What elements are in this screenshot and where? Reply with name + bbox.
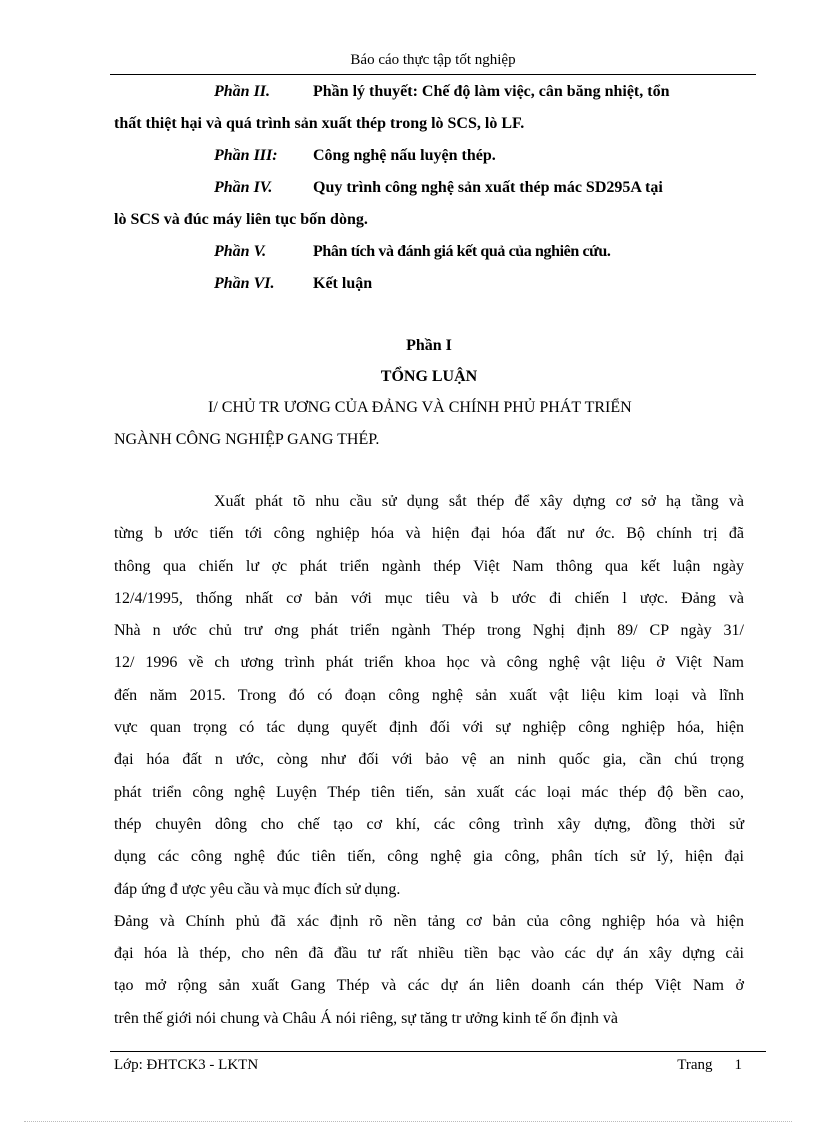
paragraph-line: phát triển công nghệ Luyện Thép tiên tiến, sản xuất các loại mác thép độ bền cao, bbox=[114, 783, 744, 801]
toc-title: Phần lý thuyết: Chế độ làm việc, cân băng nhiệt, tổn bbox=[313, 83, 670, 100]
toc-continuation: lò SCS và đúc máy liên tục bốn dòng. bbox=[114, 211, 368, 228]
paragraph-line: đại hóa là thép, cho nên đã đầu tư rất nhiều tiền bạc vào các dự án xây dựng cải bbox=[114, 945, 744, 963]
part-title: TỔNG LUẬN bbox=[380, 368, 478, 385]
toc-continuation: thất thiệt hại và quá trình sản xuất thép trong lò SCS, lò LF. bbox=[114, 115, 525, 132]
toc-label: Phần II. bbox=[214, 83, 271, 100]
footer-page-number: 1 bbox=[734, 1057, 742, 1073]
toc-entry-part-4 bbox=[114, 172, 744, 204]
paragraph-line: đại hóa đất n ước, còng như đối với bảo vệ an ninh quốc gia, cần chú trọng bbox=[114, 751, 744, 769]
toc-title: Quy trình công nghệ sản xuất thép mác SD295A tại bbox=[313, 179, 663, 196]
spacer bbox=[114, 300, 744, 330]
footer-rule bbox=[110, 1051, 766, 1052]
paragraph-line: tạo mở rộng sản xuất Gang Thép và các dự án liên doanh cán thép Việt Nam ở bbox=[114, 977, 744, 995]
footer-page-label: Trang bbox=[677, 1057, 713, 1073]
paragraph-line: vực quan trọng có tác dụng quyết định đối với sự nghiệp công nghiệp hóa, hiện bbox=[114, 719, 744, 737]
paragraph-line: 12/4/1995, thống nhất cơ bản với mục tiêu và b ước đi chiến l ược. Đảng và bbox=[114, 589, 744, 607]
toc-entry-part-6 bbox=[114, 268, 744, 300]
part-heading: Phần I bbox=[406, 337, 452, 354]
page-header: Báo cáo thực tập tốt nghiệp bbox=[350, 52, 516, 68]
section-heading-line-1: I/ CHỦ TR ƯƠNG CỦA ĐẢNG VÀ CHÍNH PHỦ PHÁT TRIỂN bbox=[208, 399, 632, 416]
paragraph-2 bbox=[114, 906, 744, 1035]
footer-page bbox=[677, 1055, 742, 1075]
paragraph-1 bbox=[114, 486, 744, 906]
paragraph-line: đến năm 2015. Trong đó có đoạn công nghệ sản xuất vật liệu kim loại và lĩnh bbox=[114, 686, 744, 704]
paragraph-line: dụng các công nghệ đúc tiên tiến, công nghệ gia công, phân tích sử lý, hiện đại bbox=[114, 848, 744, 866]
paragraph-line: từng b ước tiến tới công nghiệp hóa và hiện đại hóa đất nư ớc. Bộ chính trị đã bbox=[114, 525, 744, 543]
toc-title: Phân tích và đánh giá kết quả của nghiên cứu. bbox=[313, 243, 611, 260]
page-bottom-dotted-rule bbox=[24, 1121, 792, 1122]
paragraph-line: thông qua chiến lư ợc phát triển ngành thép Việt Nam thông qua kết luận ngày bbox=[114, 557, 744, 575]
toc-entry-part-5 bbox=[114, 236, 744, 268]
section-heading bbox=[114, 392, 744, 456]
paragraph-line: trên thế giới nói chung và Châu Á nói riêng, sự tăng tr ưởng kinh tế ổn định và bbox=[114, 1009, 618, 1027]
paragraph-line: 12/ 1996 về ch ương trình phát triển khoa học và công nghệ vật liệu ở Việt Nam bbox=[114, 654, 744, 672]
toc-entry-part-3 bbox=[114, 140, 744, 172]
section-heading-line-2: NGÀNH CÔNG NGHIỆP GANG THÉP. bbox=[114, 431, 380, 448]
toc-label: Phần V. bbox=[214, 243, 267, 260]
spacer bbox=[114, 456, 744, 486]
toc-label: Phần VI. bbox=[214, 275, 275, 292]
paragraph-line: Xuất phát tõ nhu cầu sử dụng sắt thép để xây dựng cơ sở hạ tầng và bbox=[214, 493, 744, 510]
toc-label: Phần III: bbox=[214, 147, 278, 164]
toc-title: Kết luận bbox=[313, 275, 373, 292]
document-body bbox=[114, 76, 744, 1035]
toc-title: Công nghệ nấu luyện thép. bbox=[313, 147, 496, 164]
paragraph-line: Nhà n ước chủ trư ơng phát triển ngành Thép trong Nghị định 89/ CP ngày 31/ bbox=[114, 622, 744, 640]
header-rule bbox=[110, 74, 756, 75]
footer-class-label: Lớp: ĐHTCK3 - LKTN bbox=[114, 1057, 259, 1073]
toc-entry-part-2 bbox=[114, 76, 744, 108]
paragraph-line: thép chuyên dông cho chế tạo cơ khí, các công trình xây dựng, đồng thời sử bbox=[114, 815, 744, 833]
paragraph-line: đáp ứng đ ược yêu cầu và mục đích sử dụng. bbox=[114, 880, 401, 898]
paragraph-line: Đảng và Chính phủ đã xác định rõ nền tảng cơ bản của công nghiệp hóa và hiện bbox=[114, 912, 744, 930]
toc-label: Phần IV. bbox=[214, 179, 273, 196]
